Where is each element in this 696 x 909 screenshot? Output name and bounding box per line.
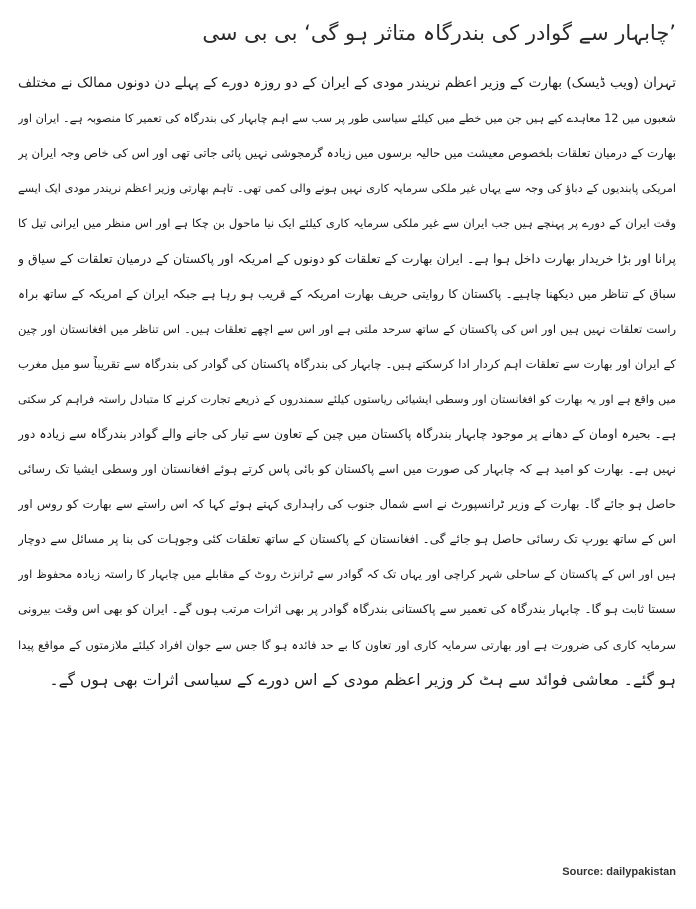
- source-credit: Source: dailypakistan: [562, 866, 676, 878]
- article-line: میں واقع ہے اور یہ بھارت کو افغانستان اور وسطی ایشیائی ریاستوں کیلئے سمندروں کے ذریعے تجارت کرنے کا متبادل راستہ فراہم کر سکتی: [18, 392, 676, 406]
- article-line: نہیں ہے۔ بھارت کو امید ہے کہ چابہار کی صورت میں اسے پاکستان کو بائی پاس کرتے ہوئے افغانستان اور وسطی ایشیا تک رسائی: [18, 462, 676, 477]
- article-body: [18, 66, 676, 698]
- article-line: اس کے ساتھ یورپ تک رسائی حاصل ہو جائے گی۔ افغانستان کے پاکستان کے ساتھ تعلقات کئی وجوہات کی بنا پر مسائل سے دوچار: [18, 532, 676, 547]
- article-line: ہیں اور اس کے پاکستان کے ساحلی شہر کراچی اور یہاں تک کہ گوادر سے ٹرانزٹ روٹ کے مقابلے میں چابہار کا راستہ زیادہ محفوظ اور: [18, 567, 676, 582]
- article-line: ہو گئے۔ معاشی فوائد سے ہٹ کر وزیر اعظم مودی کے اس دورے کے سیاسی اثرات بھی ہوں گے۔: [49, 670, 676, 689]
- article-line: حاصل ہو جائے گا۔ بھارت کے وزیر ٹرانسپورٹ نے اسے شمال جنوب کی راہداری کہتے ہوئے کہا کہ اس راستے سے بھارت کو روس اور: [18, 497, 676, 512]
- article-line: پرانا اور بڑا خریدار بھارت داخل ہوا ہے۔ ایران بھارت کے تعلقات کو دونوں کے امریکہ اور پاکستان کے درمیان تعلقات کے سیاق و: [18, 251, 676, 267]
- article-line: سرمایہ کاری کی ضرورت ہے اور بھارتی سرمایہ کاری اور تعاون کا بے حد فائدہ ہو گا جس سے جوان افراد کیلئے ملازمتوں کے مواقع پیدا: [18, 637, 676, 652]
- article-line: شعبوں میں 12 معاہدے کیے ہیں جن میں خطے میں کیلئے سیاسی طور پر سب سے اہم چابہار کی بندرگاہ کی تعمیر کا منصوبہ ہے۔ ایران اور: [18, 112, 676, 126]
- article-line: راست تعلقات نہیں ہیں اور اس کی پاکستان کے ساتھ سرحد ملتی ہے اور اس سے اچھے تعلقات ہیں۔ اس تناظر میں افغانستان اور چین: [18, 321, 676, 336]
- article-line: وقت ایران کے دورے پر پہنچے ہیں جب ایران سے غیر ملکی سرمایہ کاری کیلئے ایک نیا ماحول بن چکا ہے اور اس منظر میں ایرانی تیل کا: [18, 216, 676, 231]
- article-line: امریکی پابندیوں کے دباؤ کی وجہ سے یہاں غیر ملکی سرمایہ کاری نہیں ہونے والی کمی تھی۔ تاہم بھارتی وزیر اعظم نریندر مودی ایک ایسے: [18, 182, 676, 196]
- article-line: سستا ثابت ہو گا۔ چابہار بندرگاہ کی تعمیر سے پاکستانی بندرگاہ گوادر پر بھی اثرات مرتب ہوں گے۔ ایران کو بھی اس وقت بیرونی: [18, 602, 676, 617]
- article-headline: ’چابہار سے گوادر کی بندرگاہ متاثر ہو گی‘ بی بی سی: [202, 21, 676, 45]
- article-line: کے ایران اور بھارت سے تعلقات اہم کردار ادا کرسکتے ہیں۔ چابہار کی بندرگاہ پاکستان کی گوادر کی بندرگاہ سے تقریباً سو میل مغرب: [18, 356, 676, 371]
- article-line: ہے۔ بحیرہ اومان کے دھانے پر موجود چابہار بندرگاہ پاکستان میں چین کے تعاون سے تیار کی جانے والے گوادر بندرگاہ سے زیادہ دور: [18, 426, 676, 441]
- article-line: سباق کے تناظر میں دیکھنا چاہیے۔ پاکستان کا روایتی حریف بھارت امریکہ کے قریب ہو رہا ہے جبکہ ایران کے امریکہ کے ساتھ براہ: [18, 286, 676, 301]
- article-line: تہران (ویب ڈیسک) بھارت کے وزیر اعظم نریندر مودی کے ایران کے دو روزہ دورے کے پہلے دن دونوں ممالک نے مختلف: [18, 75, 676, 91]
- article-line: بھارت کے درمیان تعلقات بلخصوص معیشت میں حالیہ برسوں میں زیادہ گرمجوشی نہیں پائی جاتی تھی اور اس کی خاص وجہ ایران پر: [18, 146, 676, 161]
